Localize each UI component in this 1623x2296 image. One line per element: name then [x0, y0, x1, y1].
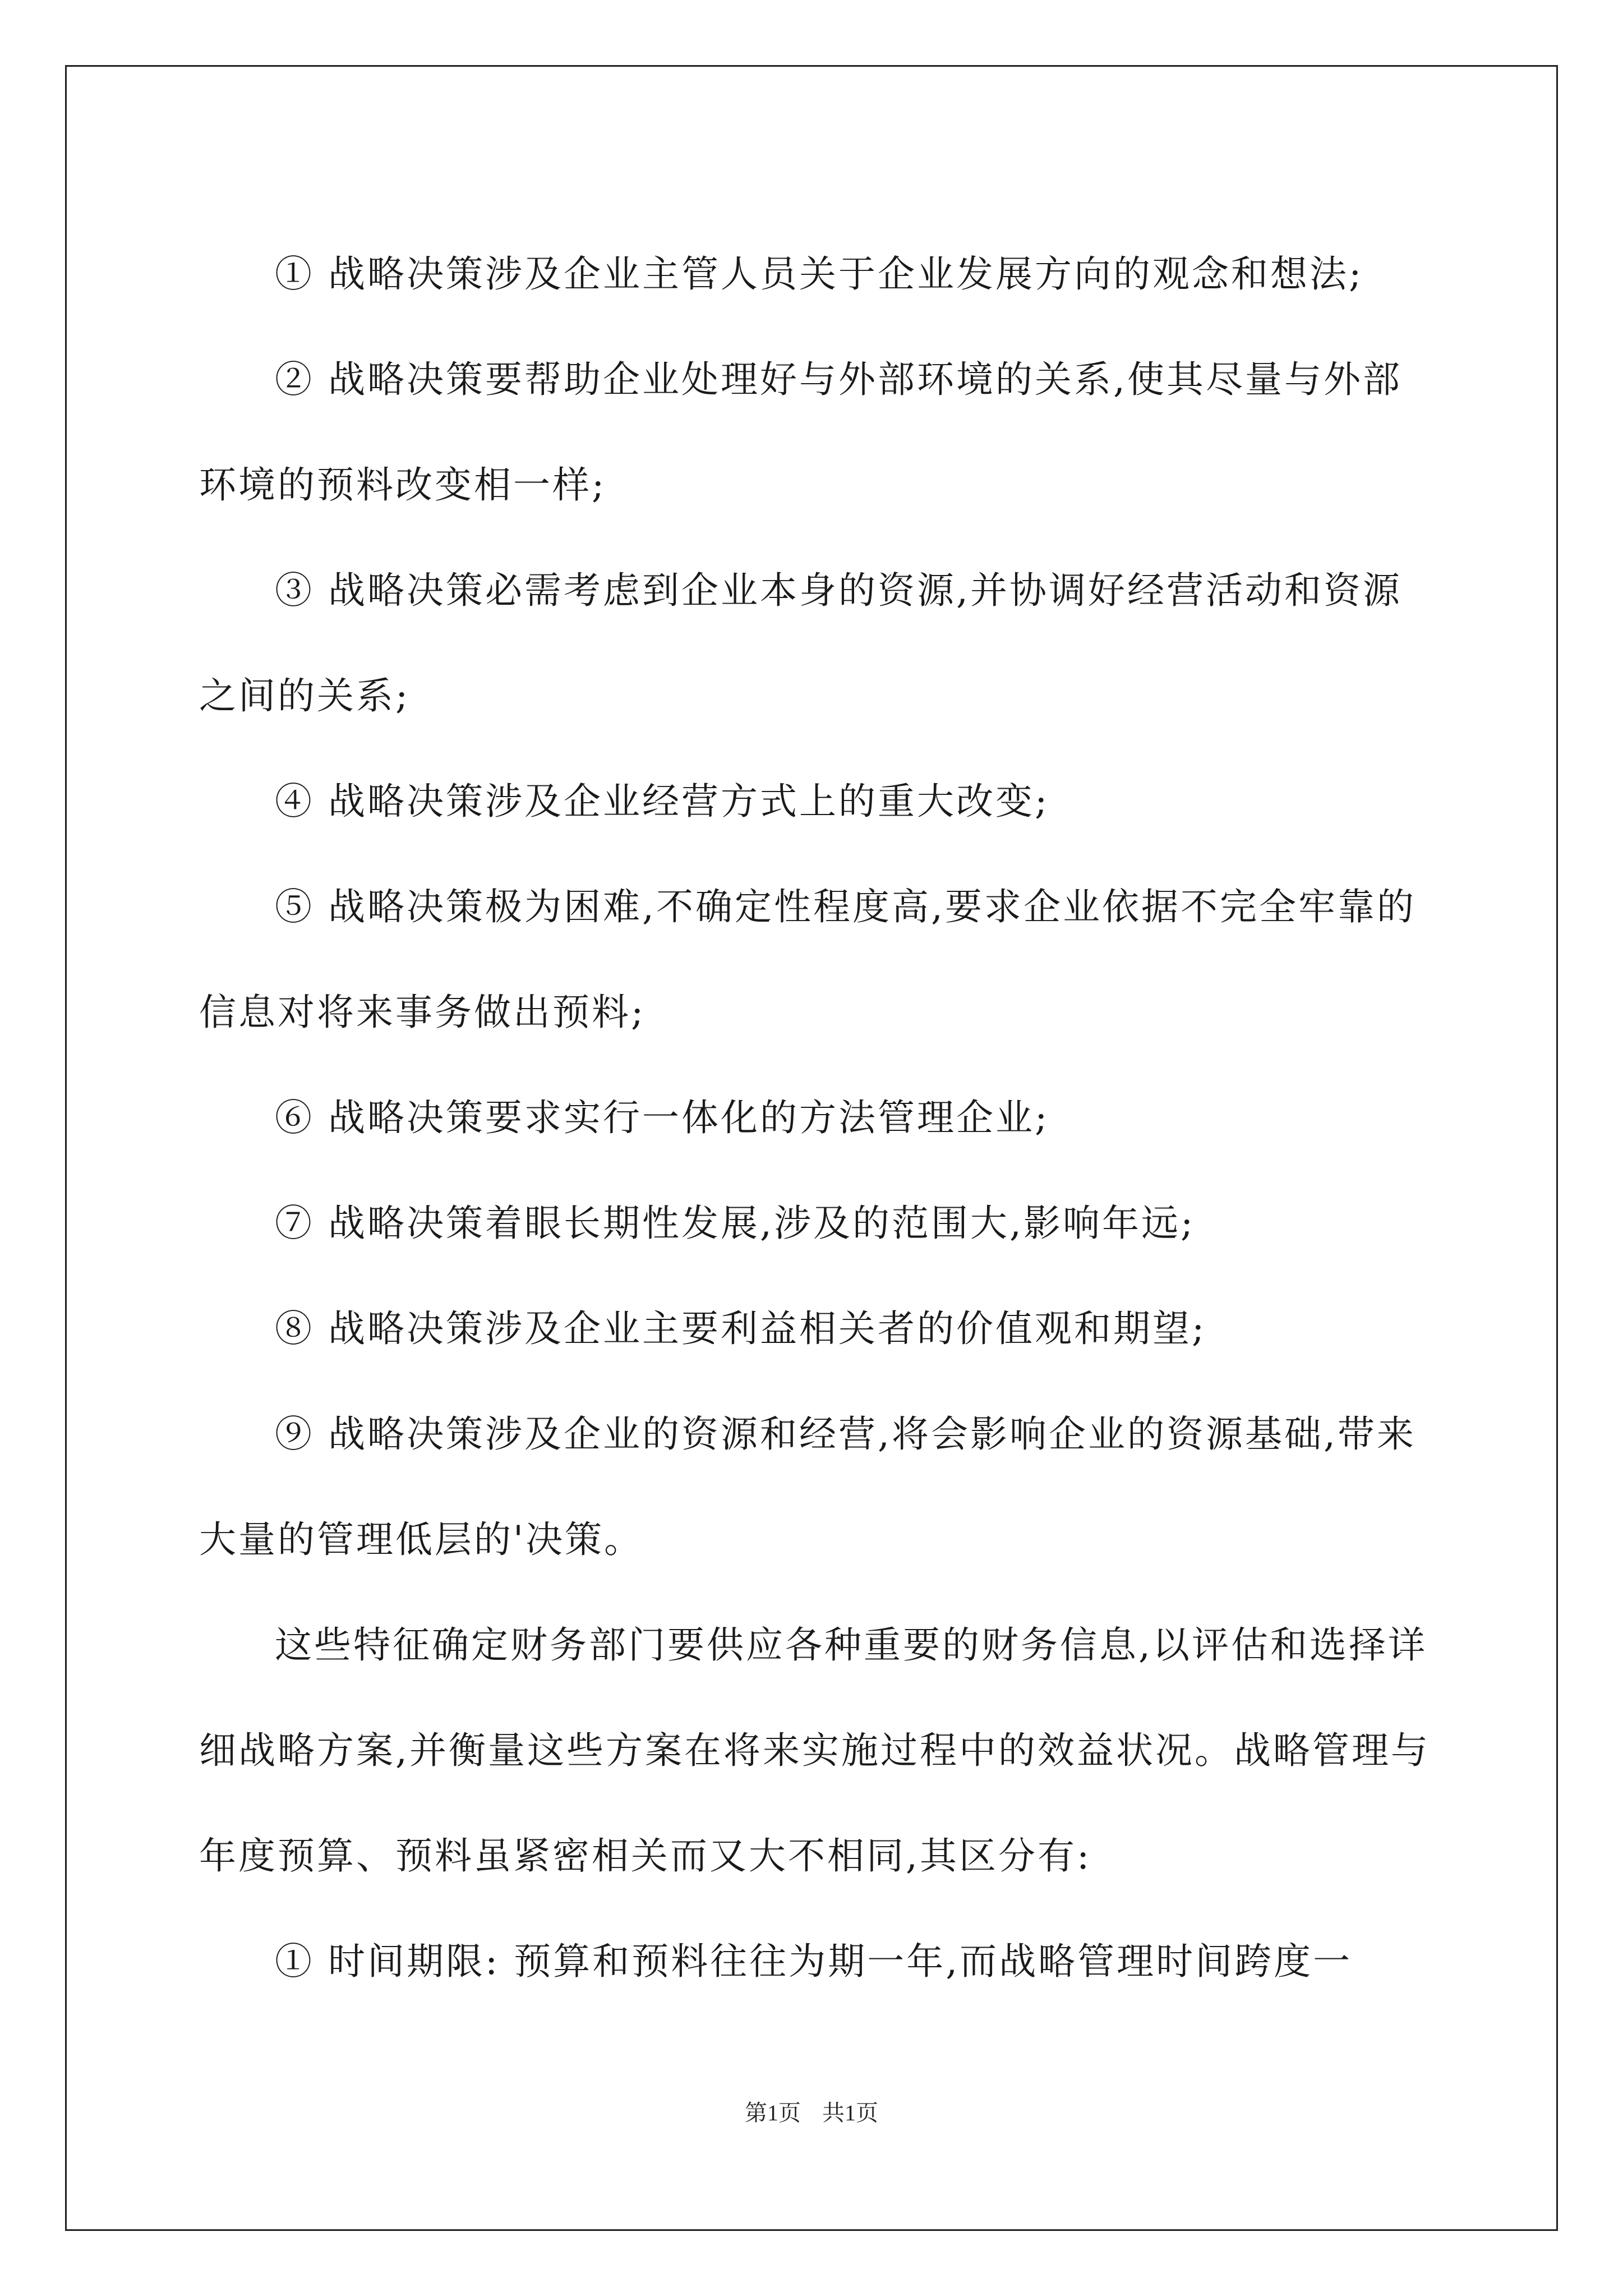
paragraph-5: ⑤ 战略决策极为困难,不确定性程度高,要求企业依据不完全牢靠的信息对将来事务做出预料; — [199, 885, 1416, 1034]
page-footer — [0, 2095, 1623, 2127]
page-number-current: 第1页 — [745, 2100, 801, 2125]
paragraph-2: ② 战略决策要帮助企业处理好与外部环境的关系,使其尽量与外部环境的预料改变相一样; — [199, 358, 1402, 507]
paragraph-9: ⑨ 战略决策涉及企业的资源和经营,将会影响企业的资源基础,带来大量的管理低层的'决策。 — [199, 1412, 1416, 1561]
paragraph-6: ⑥ 战略决策要求实行一体化的方法管理企业; — [275, 1096, 1050, 1139]
page-number-total: 共1页 — [822, 2100, 878, 2125]
paragraph-10: 这些特征确定财务部门要供应各种重要的财务信息,以评估和选择详细战略方案,并衡量这些方案在将来实施过程中的效益状况。战略管理与年度预算、预料虽紧密相关而又大不相同,其区分有: — [199, 1623, 1430, 1878]
paragraph-1: ① 战略决策涉及企业主管人员关于企业发展方向的观念和想法; — [275, 252, 1364, 296]
paragraph-4: ④ 战略决策涉及企业经营方式上的重大改变; — [275, 780, 1050, 823]
document-body — [199, 222, 1433, 2014]
paragraph-8: ⑧ 战略决策涉及企业主要利益相关者的价值观和期望; — [275, 1307, 1207, 1350]
paragraph-11: ① 时间期限: 预算和预料往往为期一年,而战略管理时间跨度一 — [275, 1940, 1353, 1983]
paragraph-7: ⑦ 战略决策着眼长期性发展,涉及的范围大,影响年远; — [275, 1202, 1196, 1245]
paragraph-3: ③ 战略决策必需考虑到企业本身的资源,并协调好经营活动和资源之间的关系; — [199, 569, 1402, 717]
